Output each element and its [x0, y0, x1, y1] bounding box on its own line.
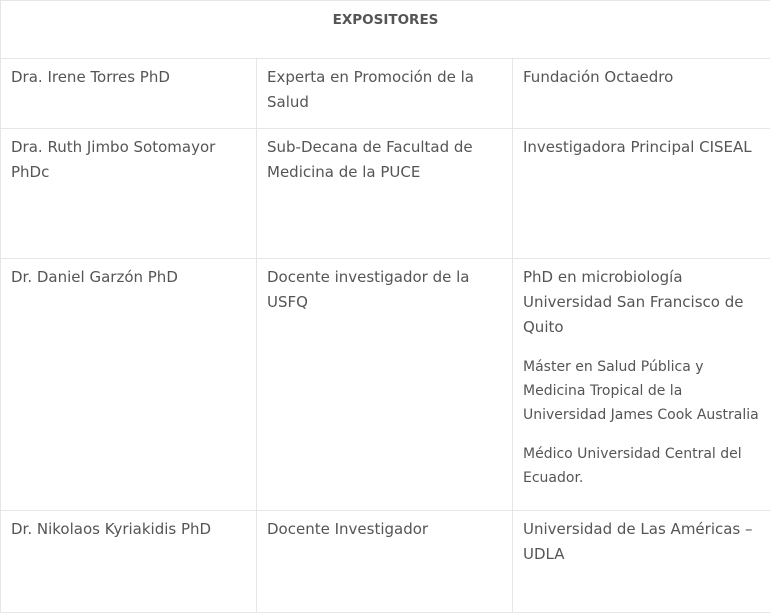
- speaker-name: Dr. Daniel Garzón PhD: [1, 259, 257, 511]
- affiliation-line: Universidad de Las Américas – UDLA: [523, 517, 760, 567]
- table-header: EXPOSITORES: [1, 1, 770, 59]
- speaker-affiliation: [513, 59, 770, 129]
- speaker-name: Dra. Ruth Jimbo Sotomayor PhDc: [1, 129, 257, 259]
- table-row: [1, 129, 770, 259]
- speaker-role: Experta en Promoción de la Salud: [257, 59, 513, 129]
- affiliation-line: PhD en microbiología Universidad San Francisco de Quito: [523, 265, 760, 340]
- speaker-role: Docente investigador de la USFQ: [257, 259, 513, 511]
- speaker-affiliation: [513, 129, 770, 259]
- affiliation-line: Máster en Salud Pública y Medicina Tropical de la Universidad James Cook Australia: [523, 355, 760, 427]
- table-row: [1, 259, 770, 511]
- table-header-row: [1, 1, 770, 59]
- table-row: [1, 59, 770, 129]
- speaker-role: Sub-Decana de Facultad de Medicina de la PUCE: [257, 129, 513, 259]
- affiliation-line: Fundación Octaedro: [523, 65, 760, 90]
- speaker-name: Dra. Irene Torres PhD: [1, 59, 257, 129]
- speaker-affiliation: [513, 259, 770, 511]
- speaker-role: Docente Investigador: [257, 511, 513, 613]
- speaker-affiliation: [513, 511, 770, 613]
- affiliation-line: Médico Universidad Central del Ecuador.: [523, 442, 760, 490]
- speaker-name: Dr. Nikolaos Kyriakidis PhD: [1, 511, 257, 613]
- affiliation-line: Investigadora Principal CISEAL: [523, 135, 760, 160]
- table-row: [1, 511, 770, 613]
